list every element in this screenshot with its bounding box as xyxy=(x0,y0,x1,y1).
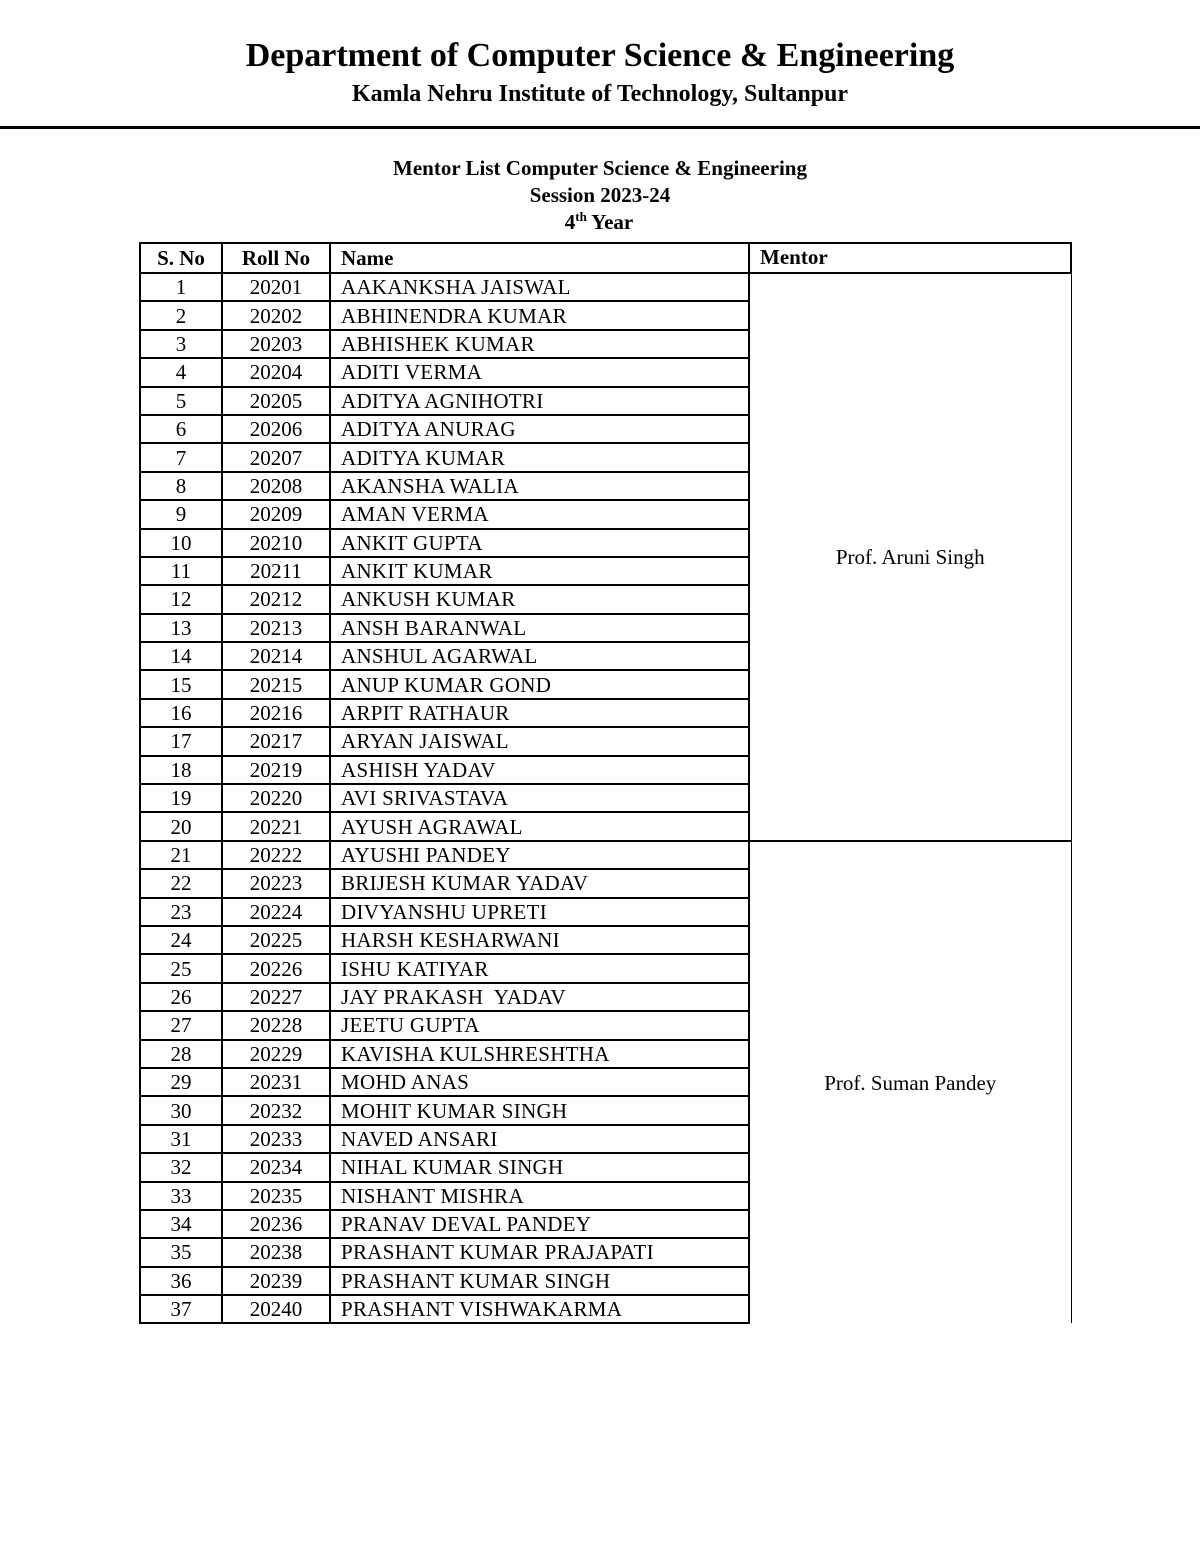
cell-sno: 14 xyxy=(140,642,222,670)
cell-sno: 30 xyxy=(140,1096,222,1124)
cell-roll-no: 20222 xyxy=(222,841,330,869)
cell-sno: 18 xyxy=(140,756,222,784)
list-title-block xyxy=(0,155,1200,236)
cell-sno: 1 xyxy=(140,273,222,301)
cell-name: ADITYA ANURAG xyxy=(330,415,749,443)
cell-name: PRASHANT VISHWAKARMA xyxy=(330,1295,749,1323)
cell-roll-no: 20212 xyxy=(222,585,330,613)
cell-sno: 3 xyxy=(140,330,222,358)
cell-sno: 4 xyxy=(140,358,222,386)
cell-name: ANSHUL AGARWAL xyxy=(330,642,749,670)
cell-roll-no: 20202 xyxy=(222,301,330,329)
cell-name: JEETU GUPTA xyxy=(330,1011,749,1039)
cell-roll-no: 20236 xyxy=(222,1210,330,1238)
table-header-row xyxy=(140,243,1071,273)
cell-sno: 31 xyxy=(140,1125,222,1153)
cell-name: ASHISH YADAV xyxy=(330,756,749,784)
cell-roll-no: 20224 xyxy=(222,898,330,926)
cell-roll-no: 20208 xyxy=(222,472,330,500)
column-header-name: Name xyxy=(330,243,749,273)
cell-roll-no: 20210 xyxy=(222,529,330,557)
cell-name: ANUP KUMAR GOND xyxy=(330,670,749,698)
cell-sno: 35 xyxy=(140,1238,222,1266)
list-title: Mentor List Computer Science & Engineering xyxy=(393,156,807,180)
table-row xyxy=(140,841,1071,869)
cell-roll-no: 20209 xyxy=(222,500,330,528)
cell-roll-no: 20240 xyxy=(222,1295,330,1323)
table-body xyxy=(140,273,1071,1323)
cell-name: ABHINENDRA KUMAR xyxy=(330,301,749,329)
cell-roll-no: 20239 xyxy=(222,1267,330,1295)
cell-name: NISHANT MISHRA xyxy=(330,1182,749,1210)
cell-name: NAVED ANSARI xyxy=(330,1125,749,1153)
cell-sno: 2 xyxy=(140,301,222,329)
department-title: Department of Computer Science & Engineering xyxy=(245,37,955,74)
institute-name: Kamla Nehru Institute of Technology, Sultanpur xyxy=(351,81,849,107)
cell-name: AAKANKSHA JAISWAL xyxy=(330,273,749,301)
cell-name: ANKUSH KUMAR xyxy=(330,585,749,613)
cell-name: ABHISHEK KUMAR xyxy=(330,330,749,358)
cell-roll-no: 20206 xyxy=(222,415,330,443)
cell-sno: 12 xyxy=(140,585,222,613)
cell-roll-no: 20204 xyxy=(222,358,330,386)
cell-sno: 26 xyxy=(140,983,222,1011)
cell-roll-no: 20223 xyxy=(222,869,330,897)
cell-sno: 22 xyxy=(140,869,222,897)
cell-sno: 21 xyxy=(140,841,222,869)
cell-sno: 25 xyxy=(140,954,222,982)
cell-name: AYUSHI PANDEY xyxy=(330,841,749,869)
cell-roll-no: 20217 xyxy=(222,727,330,755)
cell-name: AVI SRIVASTAVA xyxy=(330,784,749,812)
cell-sno: 10 xyxy=(140,529,222,557)
cell-name: AKANSHA WALIA xyxy=(330,472,749,500)
cell-name: JAY PRAKASH YADAV xyxy=(330,983,749,1011)
cell-sno: 16 xyxy=(140,699,222,727)
cell-sno: 15 xyxy=(140,670,222,698)
cell-name: PRASHANT KUMAR SINGH xyxy=(330,1267,749,1295)
cell-name: ANSH BARANWAL xyxy=(330,614,749,642)
cell-sno: 20 xyxy=(140,812,222,840)
cell-roll-no: 20221 xyxy=(222,812,330,840)
cell-roll-no: 20229 xyxy=(222,1040,330,1068)
cell-sno: 28 xyxy=(140,1040,222,1068)
cell-sno: 27 xyxy=(140,1011,222,1039)
cell-name: MOHD ANAS xyxy=(330,1068,749,1096)
cell-roll-no: 20227 xyxy=(222,983,330,1011)
cell-roll-no: 20201 xyxy=(222,273,330,301)
cell-sno: 6 xyxy=(140,415,222,443)
column-header-sno: S. No xyxy=(140,243,222,273)
table-row xyxy=(140,273,1071,301)
session-label: Session 2023-24 xyxy=(529,183,671,207)
cell-name: ANKIT GUPTA xyxy=(330,529,749,557)
cell-roll-no: 20219 xyxy=(222,756,330,784)
cell-sno: 5 xyxy=(140,387,222,415)
year-label xyxy=(0,209,1199,236)
cell-name: ISHU KATIYAR xyxy=(330,954,749,982)
mentor-table xyxy=(139,242,1072,1324)
cell-sno: 36 xyxy=(140,1267,222,1295)
cell-roll-no: 20233 xyxy=(222,1125,330,1153)
cell-mentor: Prof. Suman Pandey xyxy=(749,841,1071,1324)
cell-roll-no: 20226 xyxy=(222,954,330,982)
cell-roll-no: 20214 xyxy=(222,642,330,670)
cell-sno: 19 xyxy=(140,784,222,812)
cell-sno: 7 xyxy=(140,443,222,471)
cell-roll-no: 20225 xyxy=(222,926,330,954)
cell-sno: 37 xyxy=(140,1295,222,1323)
cell-name: ADITI VERMA xyxy=(330,358,749,386)
cell-sno: 9 xyxy=(140,500,222,528)
year-word: Year xyxy=(586,210,634,234)
cell-roll-no: 20234 xyxy=(222,1153,330,1181)
cell-name: DIVYANSHU UPRETI xyxy=(330,898,749,926)
cell-sno: 17 xyxy=(140,727,222,755)
cell-name: ARPIT RATHAUR xyxy=(330,699,749,727)
cell-roll-no: 20235 xyxy=(222,1182,330,1210)
cell-roll-no: 20213 xyxy=(222,614,330,642)
cell-name: HARSH KESHARWANI xyxy=(330,926,749,954)
cell-roll-no: 20211 xyxy=(222,557,330,585)
cell-name: BRIJESH KUMAR YADAV xyxy=(330,869,749,897)
cell-name: ARYAN JAISWAL xyxy=(330,727,749,755)
cell-name: MOHIT KUMAR SINGH xyxy=(330,1096,749,1124)
cell-sno: 29 xyxy=(140,1068,222,1096)
cell-roll-no: 20231 xyxy=(222,1068,330,1096)
column-header-mentor: Mentor xyxy=(749,243,1071,273)
cell-sno: 11 xyxy=(140,557,222,585)
cell-name: NIHAL KUMAR SINGH xyxy=(330,1153,749,1181)
cell-roll-no: 20203 xyxy=(222,330,330,358)
cell-roll-no: 20232 xyxy=(222,1096,330,1124)
cell-roll-no: 20215 xyxy=(222,670,330,698)
cell-sno: 34 xyxy=(140,1210,222,1238)
year-suffix: th xyxy=(575,209,587,224)
cell-roll-no: 20205 xyxy=(222,387,330,415)
cell-roll-no: 20220 xyxy=(222,784,330,812)
cell-sno: 24 xyxy=(140,926,222,954)
cell-sno: 23 xyxy=(140,898,222,926)
cell-sno: 32 xyxy=(140,1153,222,1181)
cell-sno: 8 xyxy=(140,472,222,500)
cell-name: AMAN VERMA xyxy=(330,500,749,528)
column-header-roll-no: Roll No xyxy=(222,243,330,273)
cell-roll-no: 20216 xyxy=(222,699,330,727)
cell-roll-no: 20228 xyxy=(222,1011,330,1039)
cell-name: ADITYA KUMAR xyxy=(330,443,749,471)
cell-name: PRASHANT KUMAR PRAJAPATI xyxy=(330,1238,749,1266)
cell-roll-no: 20207 xyxy=(222,443,330,471)
cell-name: ADITYA AGNIHOTRI xyxy=(330,387,749,415)
cell-roll-no: 20238 xyxy=(222,1238,330,1266)
cell-sno: 33 xyxy=(140,1182,222,1210)
year-number: 4 xyxy=(564,210,576,234)
header-divider xyxy=(0,126,1200,129)
cell-sno: 13 xyxy=(140,614,222,642)
cell-name: ANKIT KUMAR xyxy=(330,557,749,585)
cell-name: AYUSH AGRAWAL xyxy=(330,812,749,840)
cell-name: KAVISHA KULSHRESHTHA xyxy=(330,1040,749,1068)
cell-mentor: Prof. Aruni Singh xyxy=(749,273,1071,841)
cell-name: PRANAV DEVAL PANDEY xyxy=(330,1210,749,1238)
